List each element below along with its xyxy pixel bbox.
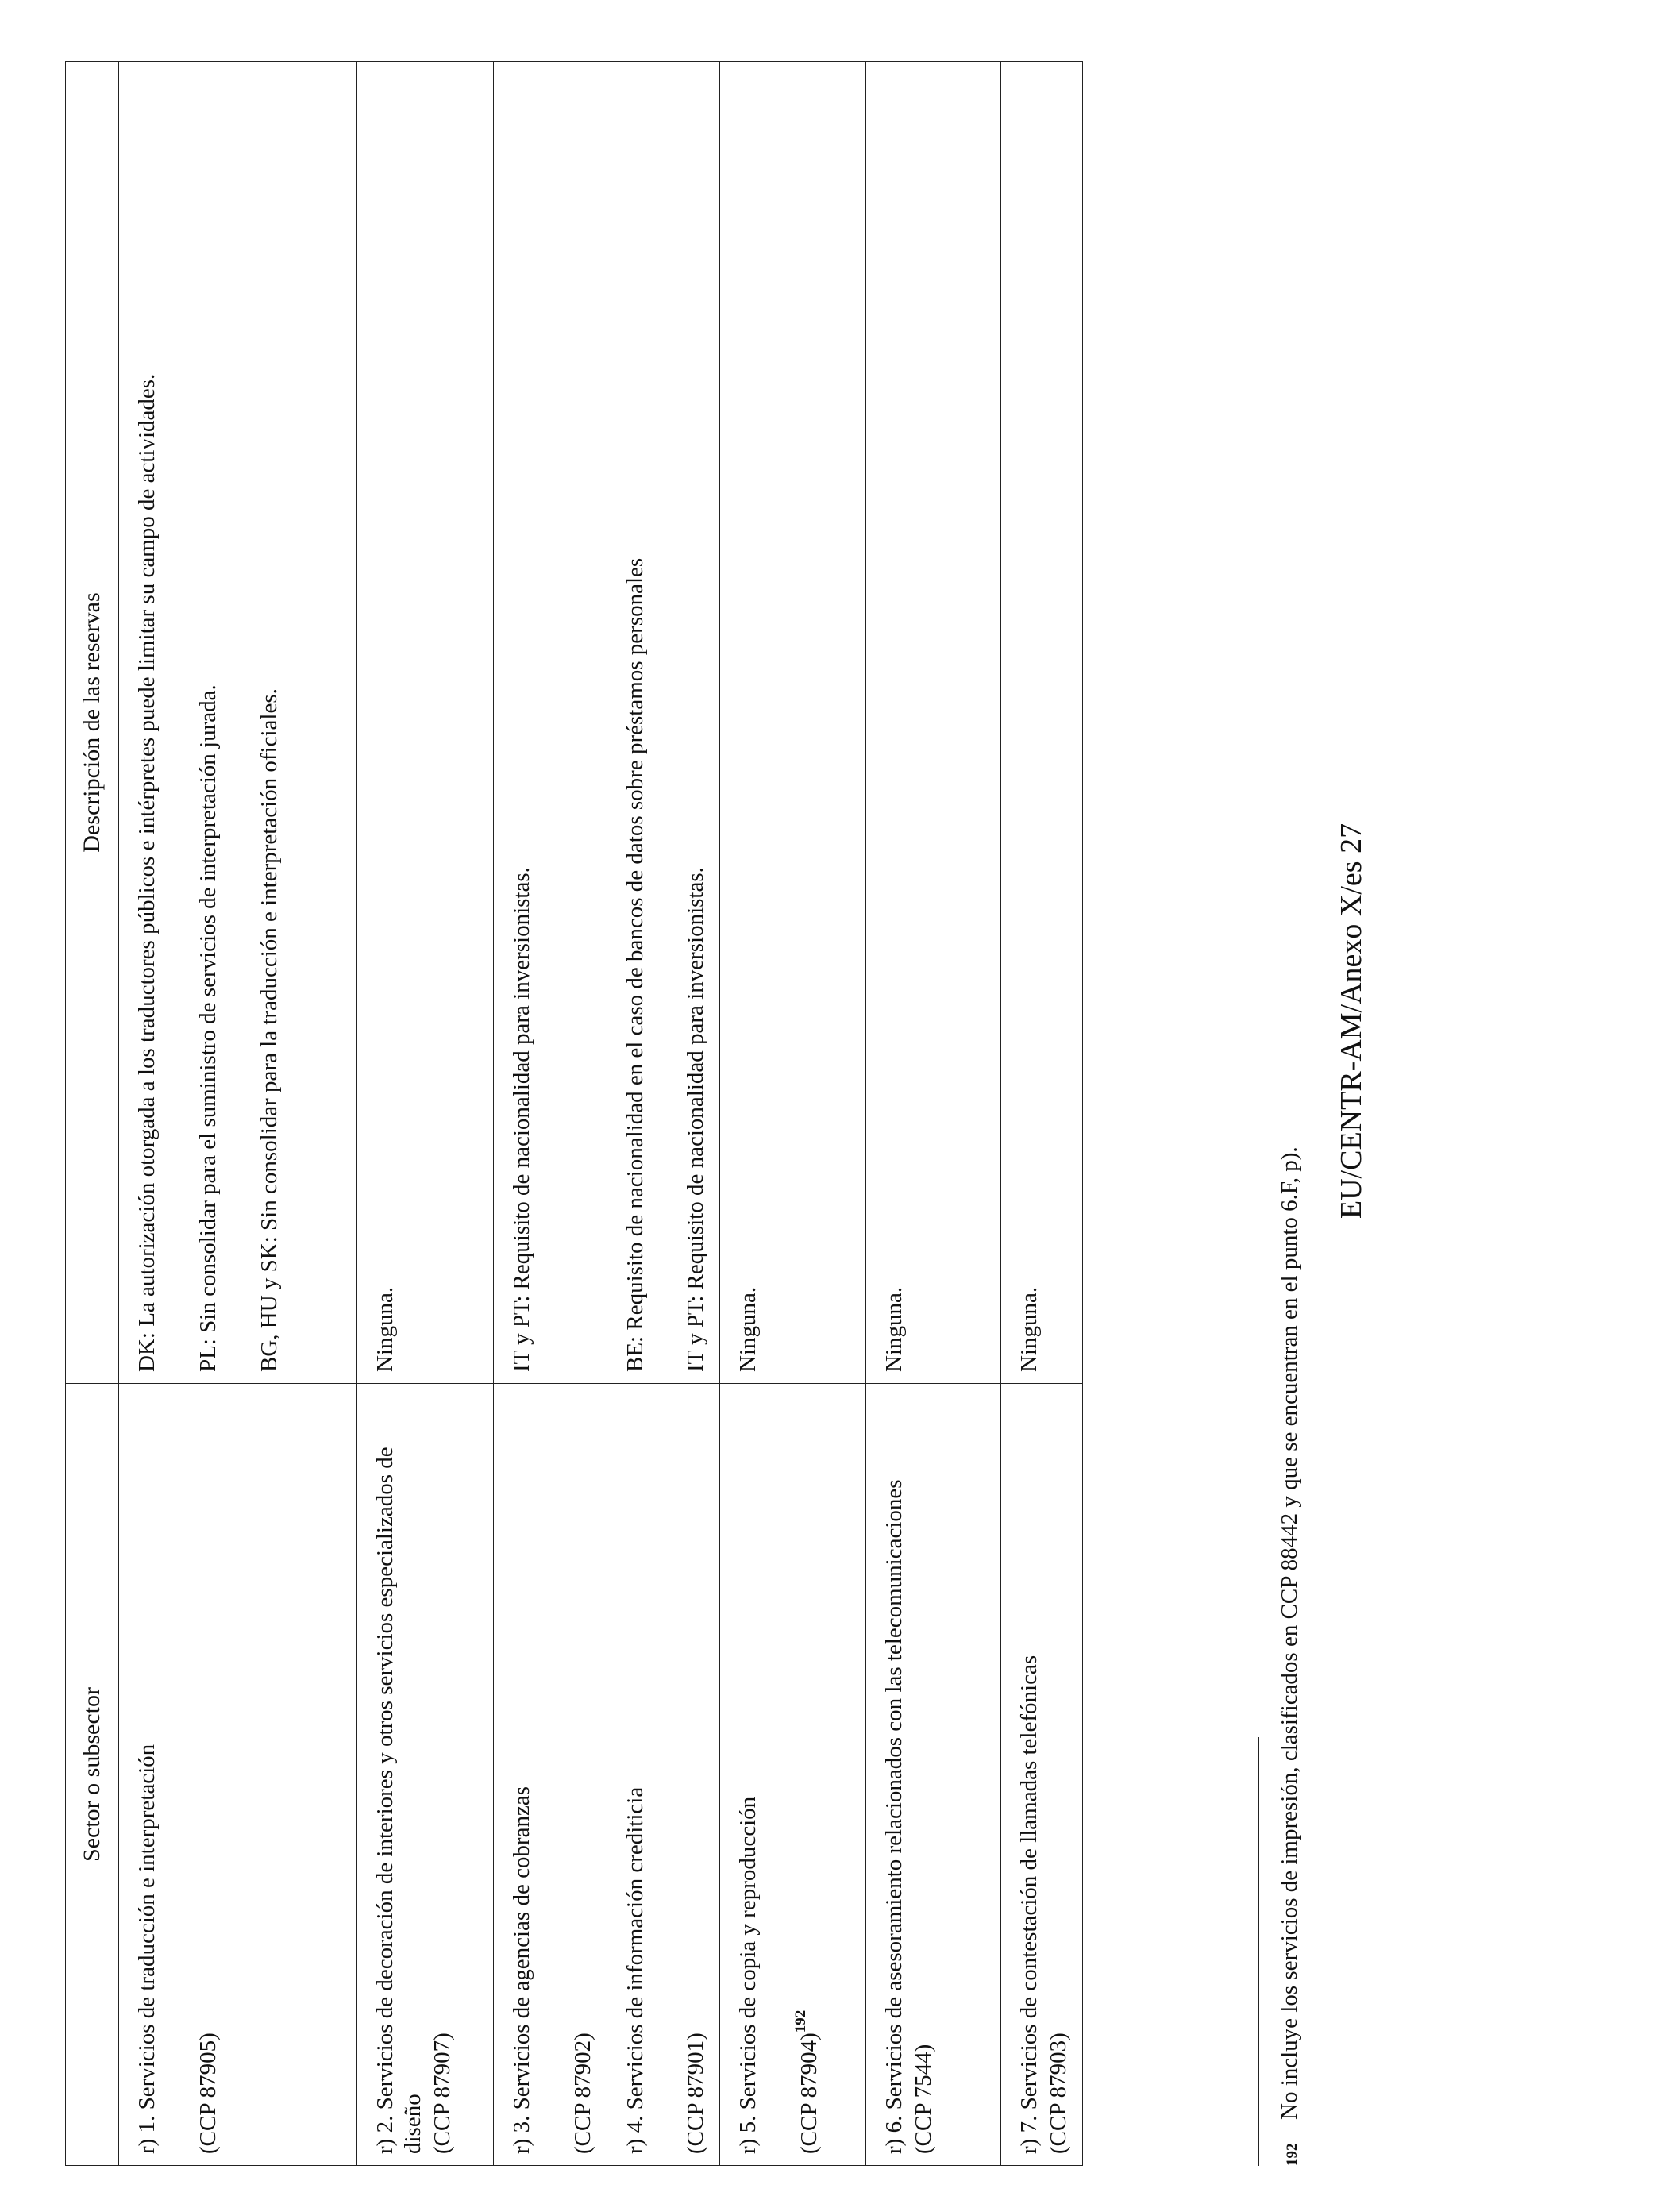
description-cell (607, 62, 720, 1384)
document-reference: EU/CENTR-AM/Anexo X/es 27 (1335, 823, 1368, 1220)
description-cell (720, 62, 866, 1384)
description-text: IT y PT: Requisito de nacionalidad para inversionistas. (683, 867, 709, 1372)
sector-name: r) 6. Servicios de asesoramiento relacionados con las telecomunicaciones (881, 1479, 907, 2154)
description-text: DK: La autorización otorgada a los traductores públicos e intérpretes puede limitar su campo de actividades. (134, 373, 160, 1372)
sector-code-with-footnote (792, 1400, 823, 2154)
description-cell (866, 62, 1001, 1384)
header-description: Descripción de las reservas (66, 62, 119, 1384)
description-cell (494, 62, 607, 1384)
description-cell (357, 62, 494, 1384)
sector-cell (1001, 1384, 1083, 2166)
table-row (866, 62, 1001, 2166)
description-text: IT y PT: Requisito de nacionalidad para inversionistas. (509, 867, 534, 1372)
sector-cell (119, 1384, 357, 2166)
description-text: Ninguna. (881, 1286, 907, 1372)
sector-name: r) 7. Servicios de contestación de llamadas telefónicas (1016, 1655, 1042, 2154)
table-header-row (66, 62, 119, 2166)
sector-cell (357, 1384, 494, 2166)
description-cell (119, 62, 357, 1384)
table-row (357, 62, 494, 2166)
table-row (607, 62, 720, 2166)
footnote-reference[interactable]: 192 (792, 2009, 810, 2033)
table-row (119, 62, 357, 2166)
sector-code: (CCP 87905) (195, 2033, 221, 2154)
sector-code: (CCP 87902) (569, 2033, 595, 2154)
header-sector: Sector o subsector (66, 1384, 119, 2166)
footnote-separator (1258, 1737, 1259, 2166)
sector-name: r) 2. Servicios de decoración de interiores y otros servicios especializados de diseño (372, 1447, 426, 2154)
footnote-text: No incluye los servicios de impresión, clasificados en CCP 88442 y que se encuentran en el punto 6.F, p). (1277, 1146, 1302, 2120)
sector-cell (494, 1384, 607, 2166)
description-text: BG, HU y SK: Sin consolidar para la traducción e interpretación oficiales. (256, 688, 282, 1372)
footnote-number: 192 (1284, 2143, 1300, 2166)
sector-code: (CCP 87901) (683, 2033, 709, 2154)
sector-code: (CCP 87903) (1045, 2033, 1071, 2154)
description-cell (1001, 62, 1083, 1384)
sector-name: r) 3. Servicios de agencias de cobranzas (509, 1786, 534, 2154)
table-row (494, 62, 607, 2166)
sector-cell (866, 1384, 1001, 2166)
sector-name: r) 1. Servicios de traducción e interpretación (134, 1744, 160, 2154)
description-text: PL: Sin consolidar para el suministro de servicios de interpretación jurada. (195, 684, 221, 1372)
description-text: Ninguna. (1016, 1286, 1042, 1372)
description-text: Ninguna. (735, 1286, 761, 1372)
table-row (720, 62, 866, 2166)
sector-code: (CCP 87904) (796, 2033, 822, 2154)
table-row (1001, 62, 1083, 2166)
sector-name: r) 4. Servicios de información crediticia (622, 1786, 648, 2154)
sector-code: (CCP 7544) (910, 2044, 936, 2154)
sector-cell (607, 1384, 720, 2166)
sector-name: r) 5. Servicios de copia y reproducción (735, 1796, 761, 2154)
description-text: BE: Requisito de nacionalidad en el caso de bancos de datos sobre préstamos personales (622, 557, 648, 1372)
description-text: Ninguna. (372, 1286, 398, 1372)
reservations-table (65, 61, 1083, 2166)
footnote (1277, 419, 1303, 2166)
sector-cell (720, 1384, 866, 2166)
sector-code: (CCP 87907) (429, 2033, 455, 2154)
